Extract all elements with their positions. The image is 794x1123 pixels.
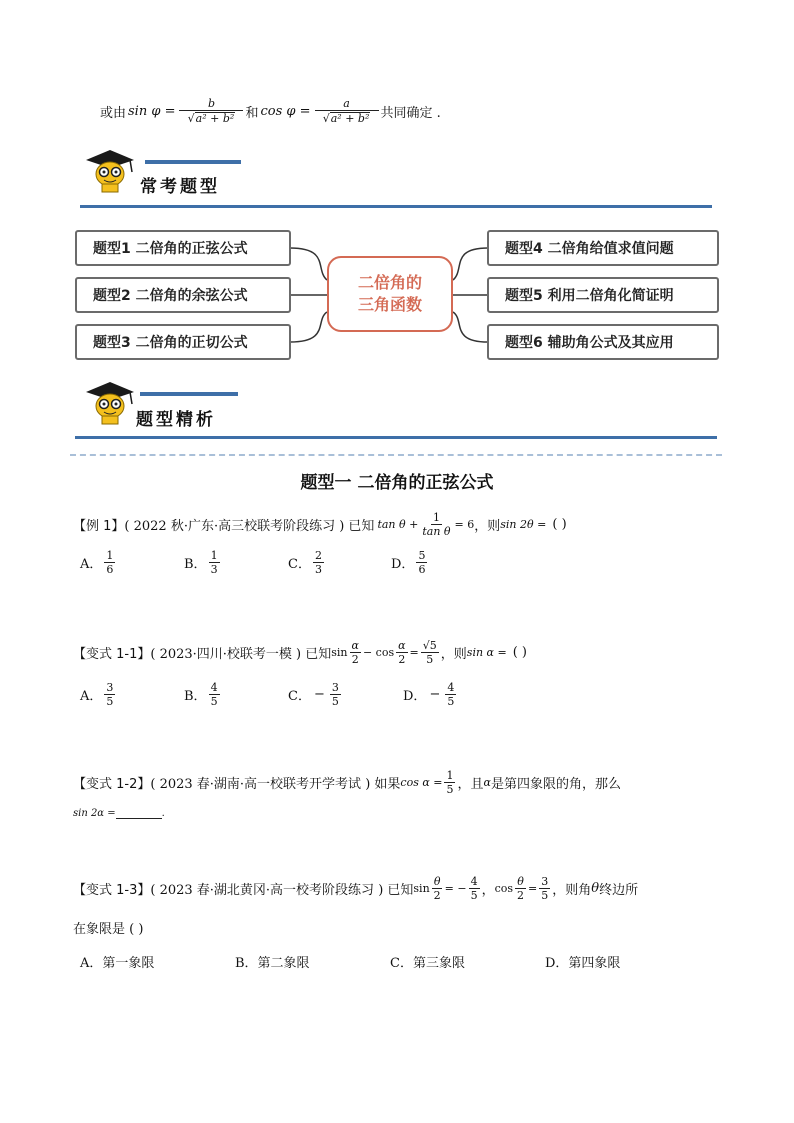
variant-source: ( 2023·四川·校联考一模 ) 已知 — [150, 647, 332, 662]
sin-phi-fraction — [179, 98, 243, 124]
center-line-1: 二倍角的 — [357, 273, 422, 293]
answer-paren: ( ) — [552, 517, 567, 532]
fraction-1-over-tan: $\frac{1}{\text{tan θ}}$ — [422, 511, 451, 538]
choice-d[interactable]: D．第四象限 — [545, 956, 621, 971]
choice-d[interactable]: D． − $\frac{4}{5}$ — [403, 681, 455, 708]
choice-d[interactable]: D． $\frac{5}{6}$ — [391, 549, 426, 576]
ask-sin-alpha: sin α = — [466, 646, 507, 659]
variant-tag: 【变式 1-2】 — [73, 777, 151, 792]
intro-and: 和 — [245, 105, 259, 121]
intro-suffix: 共同确定 . — [380, 105, 441, 121]
frac-den-sqrt: √a² + b² — [322, 112, 370, 125]
section-title: 题型精析 — [136, 410, 216, 430]
variant-1-2-line2: sin 2α = . — [73, 808, 165, 819]
variant-source: ( 2023 春·湖北黄冈·高一校考阶段练习 ) 已知 — [150, 883, 414, 898]
banner-top-bar — [145, 160, 241, 164]
variant-1-2-question: 【变式 1-2】 ( 2023 春·湖南·高一校联考开学考试 ) 如果 cos α = $\frac{1}{5}$ ，且 α 是第四象限的角，那么 — [73, 769, 621, 796]
topic-box-1: 题型1 二倍角的正弦公式 — [75, 230, 291, 266]
text-then: ，则 — [474, 519, 501, 534]
banner-underline — [75, 436, 717, 439]
choice-a[interactable]: A． $\frac{1}{6}$ — [80, 549, 114, 576]
dashed-divider — [70, 454, 722, 456]
choice-b[interactable]: B． $\frac{1}{3}$ — [184, 549, 218, 576]
topic-heading: 题型一 二倍角的正弦公式 — [300, 473, 494, 493]
fraction-alpha-2: $\frac{\alpha}{2}$ — [398, 639, 406, 666]
topic-box-3: 题型3 二倍角的正切公式 — [75, 324, 291, 360]
choice-c[interactable]: C． − $\frac{3}{5}$ — [288, 681, 339, 708]
sin-phi-label: sin φ = — [128, 103, 176, 119]
variant-tag: 【变式 1-3】 — [73, 883, 151, 898]
expr-eq: = 6 — [454, 518, 475, 531]
cos-phi-label: cos φ = — [260, 103, 311, 119]
variant-1-3-line2: 在象限是 ( ) — [73, 922, 144, 937]
center-line-2: 三角函数 — [357, 295, 422, 314]
choice-c[interactable]: C．第三象限 — [390, 956, 465, 971]
fraction-1-5: $\frac{1}{5}$ — [446, 769, 454, 796]
answer-blank[interactable] — [116, 808, 162, 819]
choice-b[interactable]: B． $\frac{4}{5}$ — [184, 681, 218, 708]
variant-1-3-question: 【变式 1-3】 ( 2023 春·湖北黄冈·高一校考阶段练习 ) 已知 sin $\frac{\theta}{2}$ = − $\frac{4}{5}$ ， cos $\frac{\theta}{2}$ = $\frac{3}{5}$ ，则角 θ 终边所 — [73, 875, 639, 902]
section-title: 常考题型 — [140, 177, 220, 197]
topic-box-4: 题型4 二倍角给值求值问题 — [487, 230, 719, 266]
fraction-alpha-2: $\frac{\alpha}{2}$ — [351, 639, 359, 666]
answer-paren: ( ) — [512, 645, 527, 660]
example-source: ( 2022 秋·广东·高三校联考阶段练习 ) 已知 — [124, 519, 375, 534]
intro-formula — [100, 98, 441, 124]
choice-c[interactable]: C． $\frac{2}{3}$ — [288, 549, 322, 576]
choice-a[interactable]: A． $\frac{3}{5}$ — [80, 681, 114, 708]
fraction-3-5: $\frac{3}{5}$ — [541, 875, 549, 902]
example-tag: 【例 1】 — [73, 519, 125, 534]
fraction-sqrt5-5: $\frac{√5}{5}$ — [422, 639, 437, 666]
topic-box-5: 题型5 利用二倍角化简证明 — [487, 277, 719, 313]
ask-sin2theta: sin 2θ = — [500, 518, 547, 531]
scholar-mascot-icon — [80, 146, 140, 194]
intro-prefix: 或由 — [100, 105, 127, 121]
banner-underline — [80, 205, 712, 208]
fraction-theta-2: $\frac{\theta}{2}$ — [517, 875, 525, 902]
topic-box-2: 题型2 二倍角的余弦公式 — [75, 277, 291, 313]
choice-b[interactable]: B．第二象限 — [235, 956, 310, 971]
frac-num-a: a — [315, 98, 379, 111]
banner-top-bar — [140, 392, 238, 396]
variant-source: ( 2023 春·湖南·高一校联考开学考试 ) 如果 — [150, 777, 401, 792]
fraction-theta-2: $\frac{\theta}{2}$ — [433, 875, 441, 902]
variant-tag: 【变式 1-1】 — [73, 647, 151, 662]
mindmap-center — [327, 256, 453, 332]
cos-phi-fraction — [315, 98, 379, 124]
fraction-4-5: $\frac{4}{5}$ — [470, 875, 478, 902]
scholar-mascot-icon — [80, 378, 140, 426]
topic-box-6: 题型6 辅助角公式及其应用 — [487, 324, 719, 360]
example-1-question — [73, 512, 567, 537]
variant-1-1-question: 【变式 1-1】 ( 2023·四川·校联考一模 ) 已知 sin $\frac{\alpha}{2}$ − cos $\frac{\alpha}{2}$ = $\frac{√5}{5}$ ，则 sin α = ( ) — [73, 639, 527, 666]
choice-a[interactable]: A．第一象限 — [80, 956, 155, 971]
frac-num-b: b — [179, 98, 243, 111]
frac-den-sqrt: √a² + b² — [187, 112, 235, 125]
expr-tan: tan θ + — [377, 518, 419, 531]
